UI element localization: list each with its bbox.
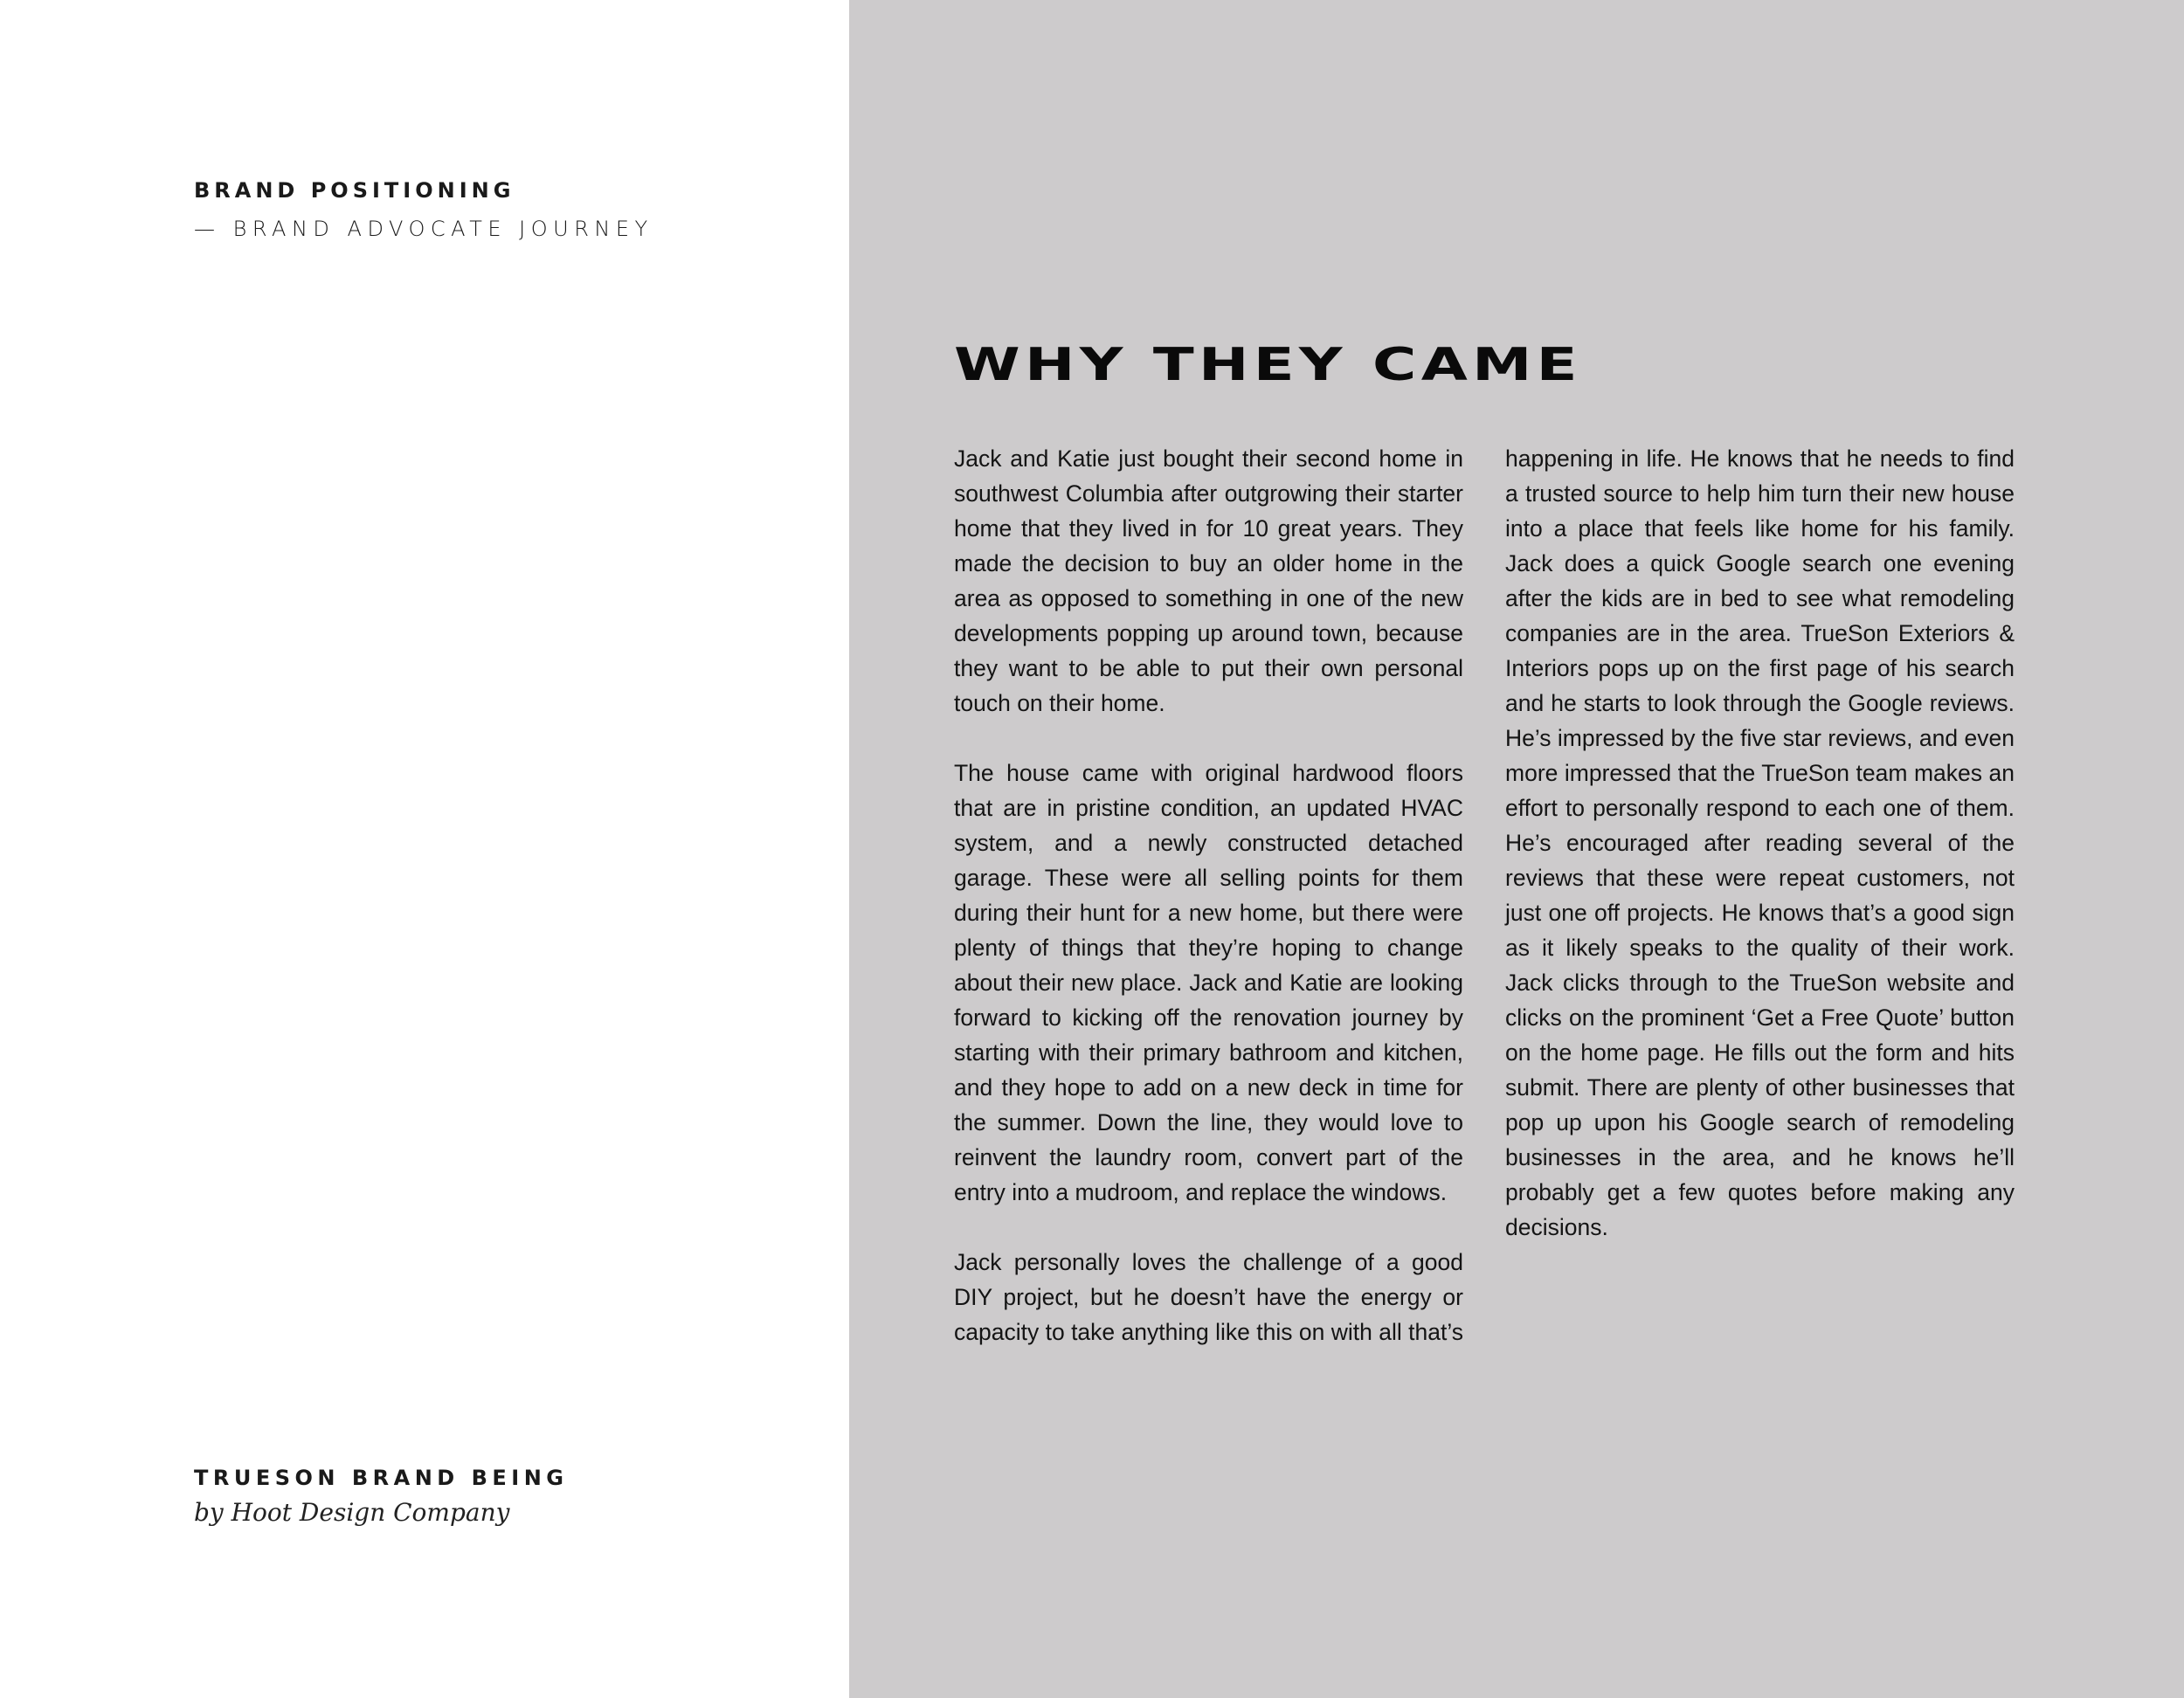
page-heading: WHY THEY CAME — [954, 339, 1582, 391]
section-title: BRAND POSITIONING — [194, 178, 515, 203]
section-label — [194, 171, 653, 248]
footer-byline: by Hoot Design Company — [194, 1498, 510, 1527]
article-paragraph: Jack personally loves the challenge of a good DIY project, but he doesn’t have the energy or capacity to take anything like this on with all that’s happening in life. He knows that he needs to find a trusted source to help him turn their new house into a place that feels like home for his family. Jack does a quick Google search one evening after the kids are in bed to see what remodeling companies are in the area. TrueSon Exteriors & Interiors pops up on the first page of his search and he starts to look through the Google reviews. He’s impressed by the five star reviews, and even more impressed that the TrueSon team makes an effort to personally respond to each one of them. He’s encouraged after reading several of the reviews that these were repeat customers, not just one off projects. He knows that’s a good sign as it likely speaks to the quality of their work. Jack clicks through to the TrueSon website and clicks on the prominent ‘Get a Free Quote’ button on the home page. He fills out the form and hits submit. There are plenty of other businesses that pop up upon his Google search of remodeling businesses in the area, and he knows he’ll probably get a few quotes before making any decisions. — [954, 445, 2015, 1345]
left-panel — [0, 0, 849, 1698]
article-paragraph: Jack and Katie just bought their second home in southwest Columbia after outgrowing their starter home that they lived in for 10 great years. They made the decision to buy an older home in the area as opposed to something in one of the new developments popping up around town, because they want to be able to put their own personal touch on their home. — [954, 445, 1463, 716]
footer-brand: TRUESON BRAND BEING — [194, 1466, 569, 1490]
article-body — [954, 441, 2015, 1358]
article-paragraph: The house came with original hardwood floors that are in pristine condition, an updated HVAC system, and a newly constructed detached garage. These were all selling points for them during their hunt for a new home, but there were plenty of things that they’re hoping to change about their new place. Jack and Katie are looking forward to kicking off the renovation journey by starting with their primary bathroom and kitchen, and they hope to add on a new deck in time for the summer. Down the line, they would love to reinvent the laundry room, convert part of the entry into a mudroom, and replace the windows. — [954, 760, 1463, 1205]
footer-credit — [194, 1460, 568, 1530]
section-subtitle: — BRAND ADVOCATE JOURNEY — [194, 217, 653, 241]
